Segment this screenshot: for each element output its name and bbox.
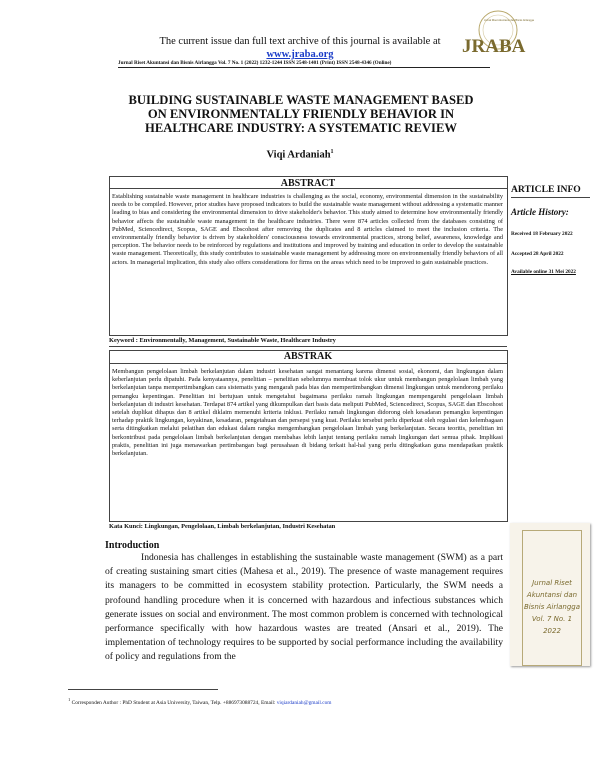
accepted-date: Accepted 28 April 2022 xyxy=(511,251,564,257)
footnote-text: Corresponden Author : PhD Student at Asia University, Taiwan, Telp. +886973088724, Email: xyxy=(71,699,276,706)
journal-box-line: Vol. 7 No. 1 xyxy=(531,615,573,623)
author-footnote-mark: 1 xyxy=(330,149,334,155)
abstrak-divider xyxy=(109,363,507,364)
article-history-heading: Article History: xyxy=(511,207,569,217)
keyword-divider xyxy=(109,346,507,347)
journal-box-line: Jurnal Riset xyxy=(532,579,572,587)
journal-url-link[interactable]: www.jraba.org xyxy=(266,49,334,60)
available-online-date: Available online 31 Mei 2022 xyxy=(511,269,576,275)
title-line: ON ENVIRONMENTALLY FRIENDLY BEHAVIOR IN xyxy=(147,107,455,121)
journal-box-line: Akuntansi dan xyxy=(526,591,578,599)
availability-notice: The current issue dan full text archive of this journal is available at xyxy=(159,36,441,47)
abstrak-text: Membangun pengelolaan limbah berkelanjutan dalam industri kesehatan sangat menantang karena dimensi sosial, ekonomi, dan lingkungan dalam keberlanjutan perlu dipatuhi. Pada kenyataannya, penelitian – penelitian sebelumnya membuat tolok ukur untuk membangun pengelolaan limbah yang berkelanjutan tanpa mempertimbangkan cara sistematis yang mengarah pada bias dan mempertimbangkan dimensi lingkungan untuk mendorong perilaku pemangku kepentingan. Penelitian ini bertujuan untuk mengetahui bagaimana perilaku ramah lingkungan mempengaruhi pengelolaan limbah berkelanjutan di industri kesehatan. Terdapat 874 artikel yang dikumpulkan dari basis data meliputi PubMed, Sciencedirect, Scopus, SAGE dan Ebscohost setelah duplikat dihapus dan 8 artikel diklaim memenuhi kriteria inklusi. Perilaku ramah lingkungan didorong oleh kesadaran pemangku kepentingan terhadap praktik lingkungan, keyakinan, kesadaran, pengetahuan dan persepsi yang kuat. Perilaku tersebut perlu diperkuat oleh regulasi dan kelembagaan serta ditingkatkan melalui pelatihan dan edukasi dalam rangka mengembangkan pengelolaan limbah yang berkelanjutan. Secara teoritis, penelitian ini berkontribusi pada pengelolaan limbah berkelanjutan dengan membahas lebih lanjut tentang perilaku ramah lingkungan dari semua pihak. Implikasi praktis, penelitian ini juga menawarkan pertimbangan bagi perusahaan di bidang terkait hal-hal yang perlu ditingkatkan guna mendapatkan praktik berkelanjutan. xyxy=(112,368,503,458)
author-name xyxy=(0,149,600,161)
logo-small-text: Jurnal Riset Akuntansi dan Bisnis Airlangga xyxy=(484,19,534,22)
abstrak-keywords: Kata Kunci: Lingkungan, Pengelolaan, Limbah berkelanjutan, Industri Kesehatan xyxy=(109,523,336,530)
header-divider xyxy=(118,67,490,68)
logo-wordmark: JRABA xyxy=(462,36,526,57)
author-text: Viqi Ardaniah xyxy=(266,149,331,161)
abstract-text: Establishing sustainable waste management in healthcare industries is challenging as the social, economy, environmental dimension in the sustainability needs to be compiled. However, prior studies have proposed indicators to build the sustainable waste management without addressing a systematic manner leading to bias and considering the environmental dimension to drive stakeholder's behavior. This study aimed to determine how environmentally friendly behavior affects the sustainable waste management in the healthcare industries. There were 874 articles collected from the databases consisting of PubMed, Sciencedirect, Scopus, SAGE and Ebscohost after removing the duplicates and 8 articles claimed to meet the inclusion criteria. The environmentally friendly behavior is driven by stakeholders' consciousness towards environmental practices, strong belief, awareness, knowledge and perception. The behavior needs to be reinforced by regulations and institutions and improved by training and education in order to develop the sustainable waste management. Theoretically, this study contributes to sustainable waste management by addressing more on environmentally friendly behaviors of all actors. In managerial implication, this study also offers considerations for firms on the areas which need to be improved to gain sustainable practices. xyxy=(112,193,503,266)
author-footnote xyxy=(68,697,508,706)
received-date: Received 18 February 2022 xyxy=(511,231,573,237)
abstract-keywords: Keyword : Environmentally, Management, Sustainable Waste, Healthcare Industry xyxy=(109,337,336,344)
abstrak-heading: ABSTRAK xyxy=(283,351,333,362)
journal-volume-label xyxy=(522,530,582,666)
article-title xyxy=(90,93,512,135)
journal-citation-line: Jurnal Riset Akuntansi dan Bisnis Airlangga Vol. 7 No. 1 (2022) 1232-1244 ISSN 2548-1401 (Print) ISSN 2548-4346 (Online) xyxy=(118,60,392,66)
footnote-divider xyxy=(68,689,218,690)
jraba-logo xyxy=(458,8,534,60)
introduction-heading: Introduction xyxy=(105,540,160,551)
author-email-link[interactable]: viqiardaniah@gmail.com xyxy=(276,699,332,706)
title-line: BUILDING SUSTAINABLE WASTE MANAGEMENT BASED xyxy=(128,93,474,107)
title-line: HEALTHCARE INDUSTRY: A SYSTEMATIC REVIEW xyxy=(145,121,457,135)
journal-box-line: Bisnis Airlangga xyxy=(523,603,581,611)
article-info-heading: ARTICLE INFO xyxy=(511,184,581,195)
introduction-text: Indonesia has challenges in establishing the sustainable waste management (SWM) as a part of creating sustaining smart cities (Mahesa et al., 2019). The presence of waste management requires its managers to be committed in ecosystem stability protection. Particularly, the SWM needs a profound handling procedure when it is concerned with hazardous and infectious substances which generate issues on social and environment. The most common problem is concerned with technological performance specifically with how hazardous wastes are treated (Ansari et al., 2019). The implementation of technology requires to be supported by social performance including the availability of policy and regulations from the xyxy=(105,552,503,663)
footnote-mark: 1 xyxy=(68,697,71,702)
abstract-heading: ABSTRACT xyxy=(280,178,336,189)
article-info-divider xyxy=(511,197,590,198)
journal-box-line: 2022 xyxy=(543,627,561,635)
